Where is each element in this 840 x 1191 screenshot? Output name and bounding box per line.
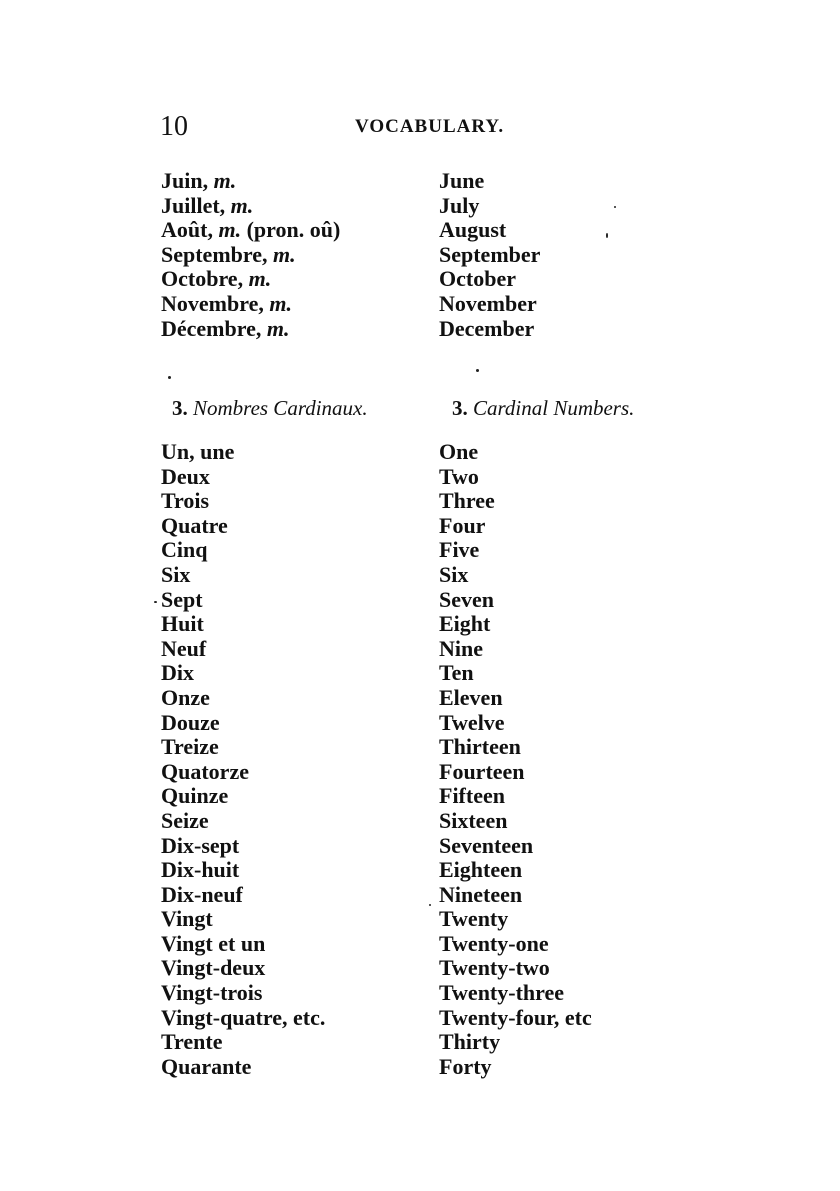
french-month-entry [161,267,340,292]
english-month-entry: June [439,168,485,193]
english-number-entry: Eight [439,611,491,637]
french-number-entry: Quinze [161,783,229,809]
page-number: 10 [160,111,188,142]
english-number-entry: Five [439,537,480,563]
french-number-entry: Dix [161,660,194,686]
english-number-entry: Three [439,488,495,514]
section-title-french: Nombres Cardinaux. [193,396,368,420]
french-month-word: Novembre, [161,290,270,316]
french-month-word: Octobre, [161,266,249,292]
french-number-entry: Sept [161,586,203,612]
english-month-entry: July [439,192,480,218]
french-month-entry [161,243,340,268]
french-number-entry: Douze [161,709,220,735]
french-number-entry: Vingt [161,906,213,932]
english-number-entry: Thirty [439,1029,501,1055]
english-number-entry: Fourteen [439,758,525,784]
french-month-entry [161,194,340,219]
french-number-entry: Vingt-quatre, etc. [161,1004,326,1030]
english-number-entry: Twelve [439,709,505,735]
french-number-entry: Vingt et un [161,930,266,956]
english-month-entry: September [439,241,541,267]
french-number-entry: Onze [161,684,210,710]
section-number-french: 3. [172,396,188,420]
french-month-word: Juin, [161,168,214,193]
gender-marker: m. [269,290,292,316]
english-numbers-list [439,440,592,1079]
pronunciation-note: (pron. oû) [241,217,341,243]
french-number-entry: Quarante [161,1053,252,1079]
french-number-entry: Neuf [161,635,207,661]
french-number-entry: Six [161,561,191,587]
english-months-list [439,169,540,341]
french-number-entry: Seize [161,807,209,833]
gender-marker: m. [273,241,296,267]
english-number-entry: Eighteen [439,857,523,883]
english-number-entry: Ten [439,660,474,686]
english-number-entry: Sixteen [439,807,508,833]
french-number-entry: Treize [161,734,219,760]
gender-marker: m. [266,315,290,341]
gender-marker: m. [213,168,237,193]
section-number-english: 3. [452,396,468,420]
section-heading-english [452,396,634,420]
english-number-entry: Forty [439,1053,492,1079]
french-number-entry: Huit [161,611,204,637]
french-number-entry: Deux [161,463,210,489]
french-number-entry: Cinq [161,537,208,563]
page-header [160,112,680,142]
english-number-entry: Eleven [439,684,503,710]
section-title-english: Cardinal Numbers. [473,396,635,420]
english-number-entry: Seventeen [439,832,534,858]
french-months-list [161,169,340,341]
french-month-word: Août, [161,217,219,243]
english-number-entry: Two [439,463,479,489]
print-speck [168,376,171,379]
french-number-entry: Vingt-deux [161,955,266,981]
english-number-entry: Twenty-three [439,980,565,1006]
english-number-entry: Six [439,561,469,587]
french-number-entry: Trois [161,488,210,514]
english-number-entry: Nineteen [439,881,523,907]
gender-marker: m. [230,192,254,218]
french-number-entry: Dix-neuf [161,881,243,907]
english-number-entry: Nine [439,635,483,661]
french-month-entry [161,317,340,342]
english-number-entry: Four [439,512,486,538]
english-month-entry: December [439,315,535,341]
running-head: VOCABULARY. [355,116,505,137]
section-heading-french [172,396,368,420]
print-speck [606,233,608,238]
english-month-entry: October [439,266,516,292]
french-month-entry [161,218,340,243]
english-month-entry: November [439,290,537,316]
english-number-entry: One [439,439,479,464]
print-speck [154,601,157,603]
french-number-entry: Dix-sept [161,832,240,858]
gender-marker: m. [218,217,242,243]
french-month-entry [161,169,340,194]
english-number-entry: Twenty-two [439,955,550,981]
english-number-entry: Twenty-four, etc [439,1004,592,1030]
french-number-entry: Un, une [161,439,235,464]
french-numbers-list [161,440,325,1079]
print-speck [429,904,431,906]
english-number-entry: Twenty [439,906,509,932]
french-month-word: Septembre, [161,241,274,267]
french-number-entry: Quatre [161,512,228,538]
french-number-entry: Dix-huit [161,857,240,883]
gender-marker: m. [248,266,272,292]
french-month-word: Décembre, [161,315,267,341]
english-number-entry: Thirteen [439,734,521,760]
print-speck [476,369,479,372]
french-number-entry: Vingt-trois [161,980,263,1006]
english-number-entry: Seven [439,586,494,612]
english-number-entry: Fifteen [439,783,505,809]
print-speck [614,206,616,208]
french-month-word: Juillet, [161,192,231,218]
english-number-entry: Twenty-one [439,930,549,956]
english-month-entry: August [439,217,507,243]
french-number-entry: Quatorze [161,758,249,784]
french-number-entry: Trente [161,1029,223,1055]
french-month-entry [161,292,340,317]
